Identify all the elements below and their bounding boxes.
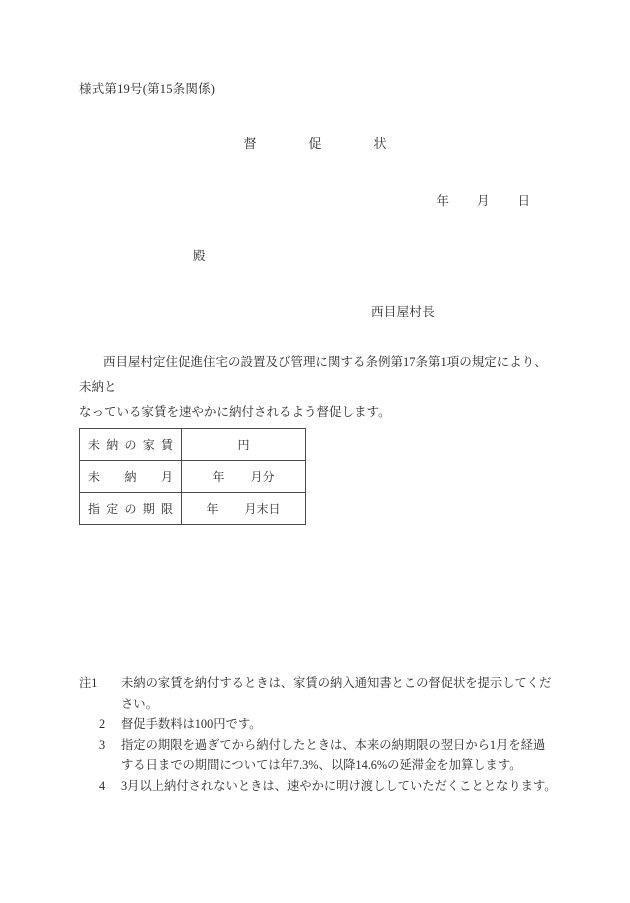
note-text: 指定の期限を過ぎてから納付したときは、本来の納期限の翌日から1月を経過する日までの期間については年7.3%、以降14.6%の延滞金を加算します。 — [121, 737, 546, 772]
date-year-label: 年 — [436, 194, 449, 208]
row-label-due-date: 指定の期限 — [80, 493, 182, 525]
form-number: 様式第19号(第15条関係) — [79, 82, 216, 96]
row-label-unpaid-month: 未納月 — [80, 461, 182, 493]
title-char-1: 督 — [243, 136, 257, 151]
value-part: 年 — [206, 502, 219, 516]
sender-name: 西目屋村長 — [371, 305, 436, 319]
title-char-3: 状 — [373, 136, 387, 151]
addressee-honorific: 殿 — [193, 249, 206, 263]
body-line-1: 西目屋村定住促進住宅の設置及び管理に関する条例第17条第1項の規定により、未納と — [79, 355, 547, 394]
row-value-due-date — [182, 493, 306, 525]
value-part: 月分 — [250, 470, 275, 484]
row-value-unpaid-month — [182, 461, 306, 493]
note-item — [79, 776, 557, 797]
note-marker: 注1 — [79, 676, 98, 690]
row-value-unpaid-rent — [182, 429, 306, 461]
date-line — [0, 191, 530, 209]
note-marker: 2 — [99, 717, 106, 731]
table-row — [80, 461, 306, 493]
table-row — [80, 429, 306, 461]
date-month-label: 月 — [476, 194, 490, 208]
date-day-label: 日 — [517, 194, 530, 208]
body-paragraph — [79, 350, 557, 425]
note-text: 3月以上納付されないときは、速やかに明け渡ししていただくこととなります。 — [121, 778, 557, 793]
title-char-2: 促 — [308, 136, 322, 151]
payment-info-table — [79, 428, 306, 525]
row-label-unpaid-rent: 未納の家賃 — [80, 429, 182, 461]
body-line-2: なっている家賃を速やかに納付されるよう督促します。 — [79, 405, 391, 419]
value-part: 年 — [212, 470, 225, 484]
table-row — [80, 493, 306, 525]
note-marker: 3 — [99, 737, 106, 752]
note-marker: 4 — [99, 778, 106, 793]
note-text: 督促手数料は100円です。 — [121, 717, 262, 731]
value-part: 月末日 — [244, 502, 281, 516]
note-text: 未納の家賃を納付するときは、家賃の納入通知書とこの督促状を提示してください。 — [121, 676, 552, 711]
note-item — [79, 673, 557, 714]
page-title — [0, 133, 630, 152]
note-item — [79, 735, 557, 776]
value-part: 円 — [237, 438, 250, 452]
note-item — [79, 714, 557, 735]
notes-section — [79, 673, 557, 796]
